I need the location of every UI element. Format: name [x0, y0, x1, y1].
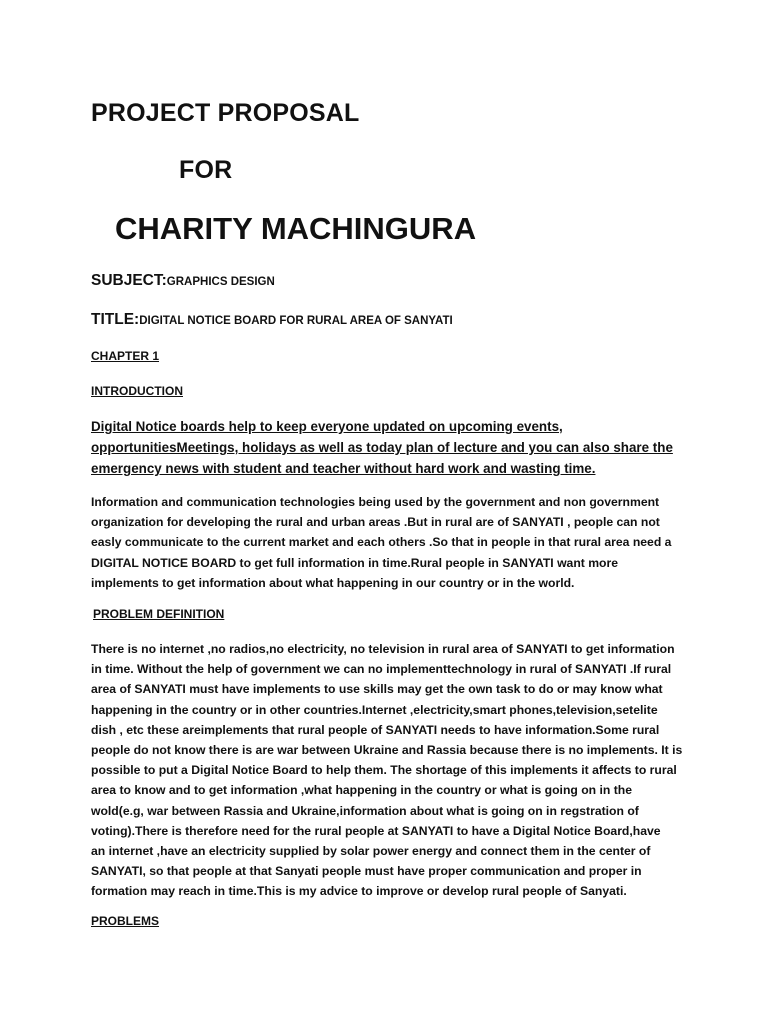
paragraph-2 — [91, 639, 691, 902]
title-line-1: PROJECT PROPOSAL — [91, 99, 360, 127]
subject-label: SUBJECT: — [91, 272, 167, 289]
paragraph-line: easly communicate to the current market and each others .So that in people in that rural area need a — [91, 535, 672, 550]
title-line — [91, 311, 453, 329]
paragraph-line: possible to put a Digital Notice Board to help them. The shortage of this implements it affects to rural — [91, 763, 677, 778]
intro-line: emergency news with student and teacher without hard work and wasting time. — [91, 461, 596, 476]
paragraph-line: dish , etc these areimplements that rural people of SANYATI needs to have information.Some rural — [91, 722, 660, 737]
problems-heading: PROBLEMS — [91, 914, 160, 928]
subject-value: GRAPHICS DESIGN — [166, 276, 275, 288]
paragraph-line: Information and communication technologies being used by the government and non government — [91, 495, 660, 509]
paragraph-line: people do not know there is are war between Ukraine and Rassia because there is no implements. It is — [91, 743, 683, 758]
intro-line: opportunitiesMeetings, holidays as well as today plan of lecture and you can also share the — [91, 440, 673, 455]
paragraph-line: voting).There is therefore need for the rural people at SANYATI to have a Digital Notice Board,have — [91, 823, 661, 838]
paragraph-line: wold(e.g, war between Rassia and Ukraine,information about what is going on in regstration of — [91, 803, 639, 818]
paragraph-line: happening in the country or in other countries.Internet ,electricity,smart phones,television,setelite — [91, 702, 658, 717]
paragraph-line: SANYATI, so that people at that Sanyati people must have proper communication and proper in — [91, 864, 642, 879]
introduction-text — [91, 416, 691, 479]
author-name: CHARITY MACHINGURA — [115, 211, 477, 246]
subject-line — [91, 272, 275, 290]
title-label: TITLE: — [91, 311, 140, 328]
paragraph-line: area of SANYATI must have implements to use skills may get the own task to do or may know what — [91, 682, 663, 697]
paragraph-line: DIGITAL NOTICE BOARD to get full information in time.Rural people in SANYATI want more — [91, 555, 619, 570]
intro-line: Digital Notice boards help to keep everyone updated on upcoming events, — [91, 419, 563, 434]
paragraph-line: organization for developing the rural and urban areas .But in rural are of SANYATI , people can not — [91, 515, 660, 530]
chapter-heading: CHAPTER 1 — [91, 349, 160, 363]
paragraph-line: area to know and to get information ,what happening in the country or what is going on in the — [91, 783, 632, 798]
paragraph-1 — [91, 492, 691, 593]
paragraph-line: There is no internet ,no radios,no electricity, no television in rural area of SANYATI to get information — [91, 642, 675, 656]
title-line-2: FOR — [179, 156, 233, 184]
problem-definition-heading: PROBLEM DEFINITION — [93, 607, 225, 621]
paragraph-line: implements to get information about what happening in our country or in the world. — [91, 575, 575, 590]
paragraph-line: an internet ,have an electricity supplied by solar power energy and connect them in the center of — [91, 844, 651, 859]
paragraph-line: formation may reach in time.This is my advice to improve or develop rural people of Sanyati. — [91, 884, 627, 899]
paragraph-line: in time. Without the help of government we can no implementtechnology in rural of SANYATI .If rural — [91, 662, 672, 677]
title-value: DIGITAL NOTICE BOARD FOR RURAL AREA OF SANYATI — [139, 315, 453, 327]
introduction-heading: INTRODUCTION — [91, 384, 183, 398]
